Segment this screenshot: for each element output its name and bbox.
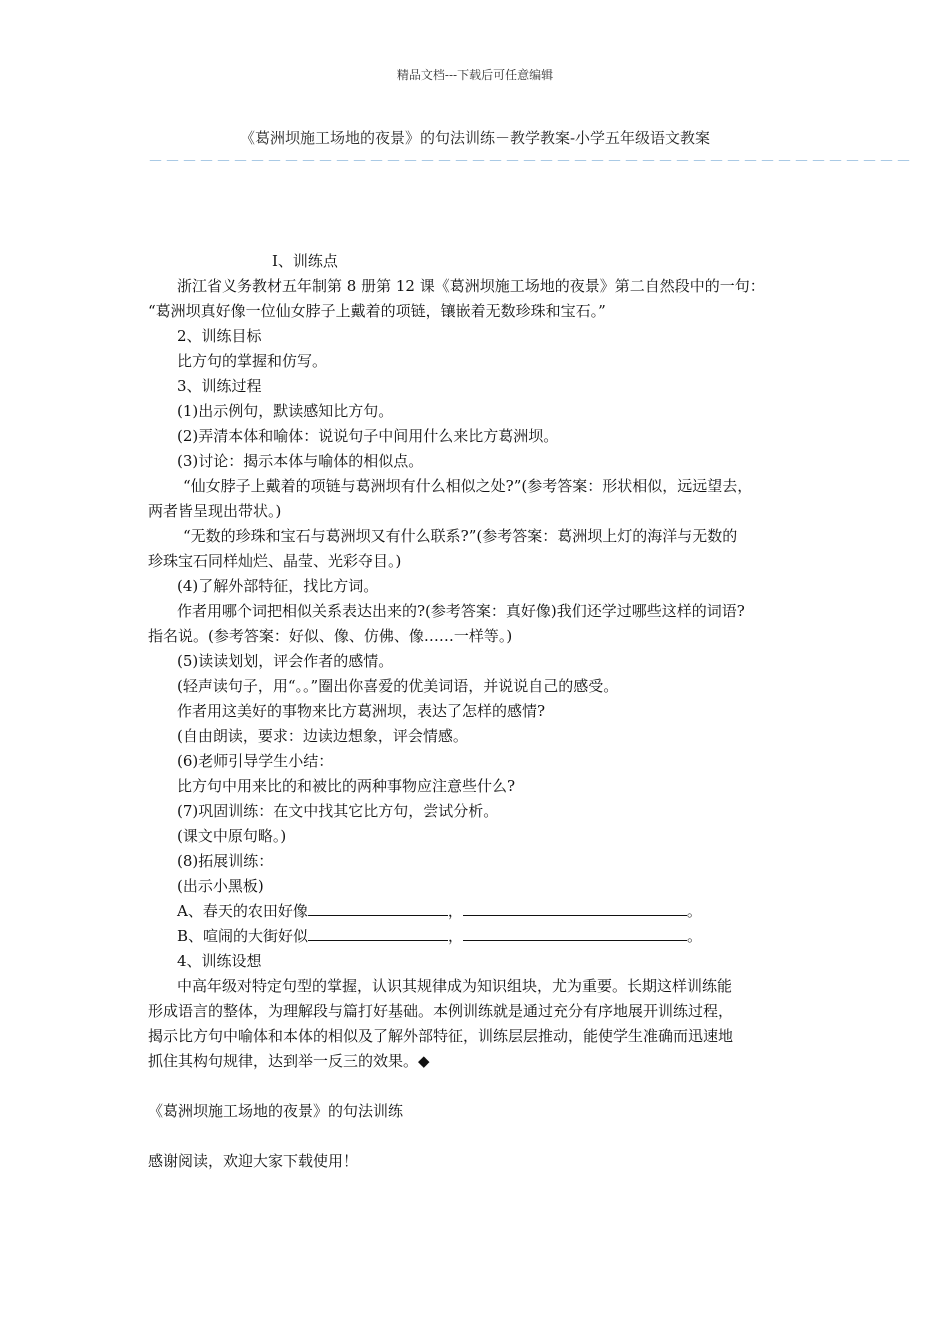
paragraph: (出示小黑板) — [177, 877, 264, 895]
step-7: (7)巩固训练：在文中找其它比方句，尝试分析。 — [177, 802, 499, 820]
paragraph: (课文中原句略。) — [177, 827, 287, 845]
section-3-heading: 3、训练过程 — [177, 377, 262, 395]
period: 。 — [686, 902, 702, 920]
document-title: 《葛洲坝施工场地的夜景》的句法训练－教学教案-小学五年级语文教案 — [239, 129, 711, 147]
paragraph: (自由朗读，要求：边读边想象，评会情感。 — [177, 727, 468, 745]
question-1-cont: 两者皆呈现出带状。) — [148, 502, 282, 520]
page-header: 精品文档---下载后可任意编辑 — [396, 68, 554, 82]
footer-title: 《葛洲坝施工场地的夜景》的句法训练 — [148, 1102, 404, 1120]
blank-line — [463, 926, 687, 941]
paragraph: 作者用哪个词把相似关系表达出来的?(参考答案：真好像)我们还学过哪些这样的词语? — [177, 602, 745, 620]
blank-line — [308, 926, 448, 941]
paragraph: 作者用这美好的事物来比方葛洲坝，表达了怎样的感情? — [177, 702, 546, 720]
comma: ， — [448, 927, 464, 945]
exercise-b — [177, 926, 702, 946]
exercise-a-prefix: A、春天的农田好像 — [177, 902, 308, 920]
blank-line — [308, 901, 448, 916]
section-1-heading: I、训练点 — [272, 252, 338, 270]
title-divider: －－－－－－－－－－－－－－－－－－－－－－－－－－－－－－－－－－－－－－－－－－－－－ — [148, 152, 914, 170]
exercise-b-prefix: B、喧闹的大街好似 — [177, 927, 309, 945]
paragraph: 中高年级对特定句型的掌握，认识其规律成为知识组块，尤为重要。长期这样训练能 — [177, 977, 733, 995]
section-2-heading: 2、训练目标 — [177, 327, 262, 345]
paragraph: 揭示比方句中喻体和本体的相似及了解外部特征，训练层层推动，能使学生准确而迅速地 — [148, 1027, 734, 1045]
comma: ， — [447, 902, 463, 920]
paragraph: (轻声读句子，用“。。”圈出你喜爱的优美词语，并说说自己的感受。 — [177, 677, 619, 695]
step-3: (3)讨论：揭示本体与喻体的相似点。 — [177, 452, 424, 470]
question-2-cont: 珍珠宝石同样灿烂、晶莹、光彩夺目。) — [148, 552, 402, 570]
exercise-a — [177, 901, 702, 921]
paragraph: 比方句中用来比的和被比的两种事物应注意些什么? — [177, 777, 516, 795]
step-2: (2)弄清本体和喻体：说说句子中间用什么来比方葛洲坝。 — [177, 427, 559, 445]
step-4: (4)了解外部特征，找比方词。 — [177, 577, 379, 595]
step-8: (8)拓展训练： — [177, 852, 274, 870]
paragraph: 形成语言的整体，为理解段与篇打好基础。本例训练就是通过充分有序地展开训练过程， — [148, 1002, 734, 1020]
question-2: “无数的珍珠和宝石与葛洲坝又有什么联系?”(参考答案：葛洲坝上灯的海洋与无数的 — [183, 527, 738, 545]
question-1: “仙女脖子上戴着的项链与葛洲坝有什么相似之处?”(参考答案：形状相似，远远望去， — [183, 477, 753, 495]
section-4-heading: 4、训练设想 — [177, 952, 262, 970]
step-1: (1)出示例句，默读感知比方句。 — [177, 402, 394, 420]
paragraph: 抓住其构句规律，达到举一反三的效果。◆ — [148, 1052, 430, 1070]
blank-line — [463, 901, 687, 916]
paragraph: 浙江省义务教材五年制第 8 册第 12 课《葛洲坝施工场地的夜景》第二自然段中的一句： — [177, 277, 765, 295]
footer-thanks: 感谢阅读，欢迎大家下载使用！ — [148, 1152, 359, 1170]
paragraph: “葛洲坝真好像一位仙女脖子上戴着的项链，镶嵌着无数珍珠和宝石。” — [148, 302, 606, 320]
paragraph: 指名说。(参考答案：好似、像、仿佛、像……一样等。) — [148, 627, 513, 645]
step-5: (5)读读划划，评会作者的感情。 — [177, 652, 394, 670]
paragraph: 比方句的掌握和仿写。 — [177, 352, 328, 370]
period: 。 — [687, 927, 703, 945]
step-6: (6)老师引导学生小结： — [177, 752, 334, 770]
